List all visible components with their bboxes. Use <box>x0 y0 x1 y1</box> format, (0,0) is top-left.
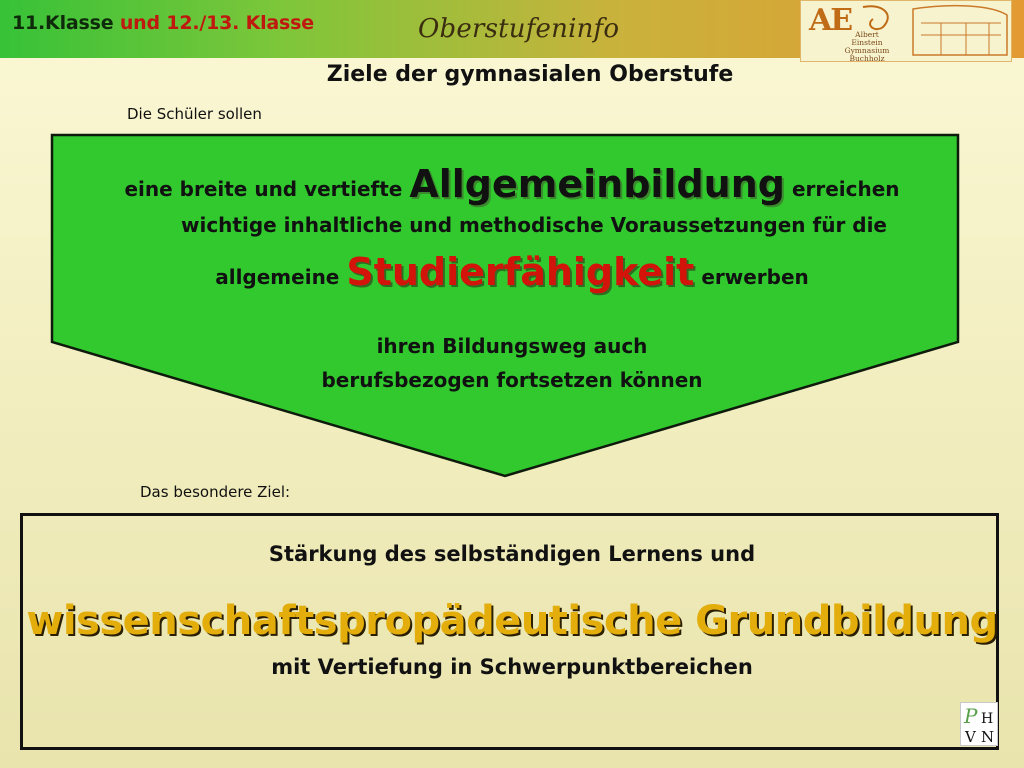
goal-line-4: ihren Bildungsweg auch <box>376 334 648 358</box>
svg-text:N: N <box>981 728 995 746</box>
header-title: Oberstufeninfo <box>418 14 620 44</box>
svg-text:V: V <box>965 728 976 746</box>
goal-line-2: wichtige inhaltliche und methodische Voraussetzungen für die <box>180 213 887 237</box>
svg-text:P: P <box>964 704 978 728</box>
goal-allgemeinbildung: Allgemeinbildung <box>409 162 785 206</box>
logo-line-2: Einstein <box>851 38 883 47</box>
goal-line-3-post: erwerben <box>701 265 809 289</box>
phvn-logo-icon <box>961 703 999 747</box>
intro-text: Die Schüler sollen <box>127 105 262 123</box>
special-goal-line-3: mit Vertiefung in Schwerpunktbereichen <box>271 655 753 679</box>
goal-line-1-pre: eine breite und vertiefte <box>124 177 403 201</box>
goal-line-5: berufsbezogen fortsetzen können <box>321 368 703 392</box>
slide-title: Ziele der gymnasialen Oberstufe <box>326 62 734 87</box>
grade-11-label: 11.Klasse <box>12 12 114 34</box>
logo-line-4: Buchholz <box>849 54 885 63</box>
grade-12-13-label: und 12./13. Klasse <box>119 12 314 34</box>
goal-line-3 <box>0 250 1024 294</box>
logo-line-1: Albert <box>855 30 879 39</box>
logo-letters: AE <box>809 3 852 38</box>
goal-line-1-post: erreichen <box>791 177 900 201</box>
svg-text:H: H <box>981 711 994 727</box>
goal-line-1 <box>0 162 1024 206</box>
goal-studierfaehigkeit: Studierfähigkeit <box>346 250 695 294</box>
logo-line-3: Gymnasium <box>844 46 890 55</box>
special-goal-highlight: wissenschaftspropädeutische Grundbildung <box>26 598 998 644</box>
special-goal-label: Das besondere Ziel: <box>140 483 291 501</box>
goal-line-3-pre: allgemeine <box>215 265 340 289</box>
phvn-badge <box>960 702 998 746</box>
special-goal-line-1: Stärkung des selbständigen Lernens und <box>268 542 756 566</box>
